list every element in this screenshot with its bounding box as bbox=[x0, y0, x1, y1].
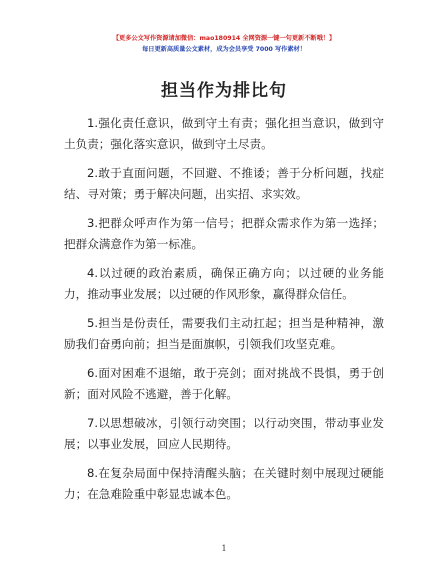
document-body bbox=[64, 113, 384, 513]
paragraph-7 bbox=[64, 413, 384, 454]
paragraph-number: 4. bbox=[87, 266, 99, 280]
promo-header bbox=[0, 33, 448, 55]
paragraph-text: 敢于直面问题，不回避、不推诿；善于分析问题，找症结、寻对策；勇于解决问题，出实招、求实效。 bbox=[64, 166, 384, 201]
paragraph-number: 6. bbox=[87, 366, 99, 380]
page-number: 1 bbox=[221, 544, 227, 553]
paragraph-number: 1. bbox=[87, 116, 99, 130]
paragraph-number: 3. bbox=[87, 216, 99, 230]
paragraph-text: 强化责任意识，做到守土有责；强化担当意识，做到守土负责；强化落实意识，做到守土尽责。 bbox=[64, 116, 384, 151]
paragraph-2 bbox=[64, 163, 384, 204]
paragraph-text: 面对困难不退缩，敢于亮剑；面对挑战不畏惧，勇于创新；面对风险不逃避，善于化解。 bbox=[64, 366, 384, 401]
paragraph-5 bbox=[64, 313, 384, 354]
paragraph-6 bbox=[64, 363, 384, 404]
promo-line-membership: 每日更新高质量公文素材，成为会员享受 7000 写作素材！ bbox=[142, 46, 306, 53]
paragraph-text: 以过硬的政治素质，确保正确方向；以过硬的业务能力，推动事业发展；以过硬的作风形象，赢得群众信任。 bbox=[64, 266, 384, 301]
paragraph-number: 5. bbox=[87, 316, 99, 330]
paragraph-3 bbox=[64, 213, 384, 254]
paragraph-text: 担当是份责任，需要我们主动扛起；担当是种精神，激励我们奋勇向前；担当是面旗帜，引领我们攻坚克难。 bbox=[64, 316, 384, 351]
paragraph-number: 8. bbox=[87, 466, 99, 480]
paragraph-1 bbox=[64, 113, 384, 154]
paragraph-number: 2. bbox=[87, 166, 99, 180]
paragraph-text: 以思想破冰，引领行动突围；以行动突围，带动事业发展；以事业发展，回应人民期待。 bbox=[64, 416, 384, 451]
paragraph-number: 7. bbox=[87, 416, 99, 430]
paragraph-8 bbox=[64, 463, 384, 504]
paragraph-4 bbox=[64, 263, 384, 304]
paragraph-text: 把群众呼声作为第一信号；把群众需求作为第一选择；把群众满意作为第一标准。 bbox=[64, 216, 384, 251]
paragraph-text: 在复杂局面中保持清醒头脑；在关键时刻中展现过硬能力；在急难险重中彰显忠诚本色。 bbox=[64, 466, 384, 501]
document-title: 担当作为排比句 bbox=[161, 81, 287, 101]
promo-line-wechat: 【更多公文写作资源请加微信：mao180914 全网资源一键一句更新不断哦！】 bbox=[112, 35, 336, 42]
